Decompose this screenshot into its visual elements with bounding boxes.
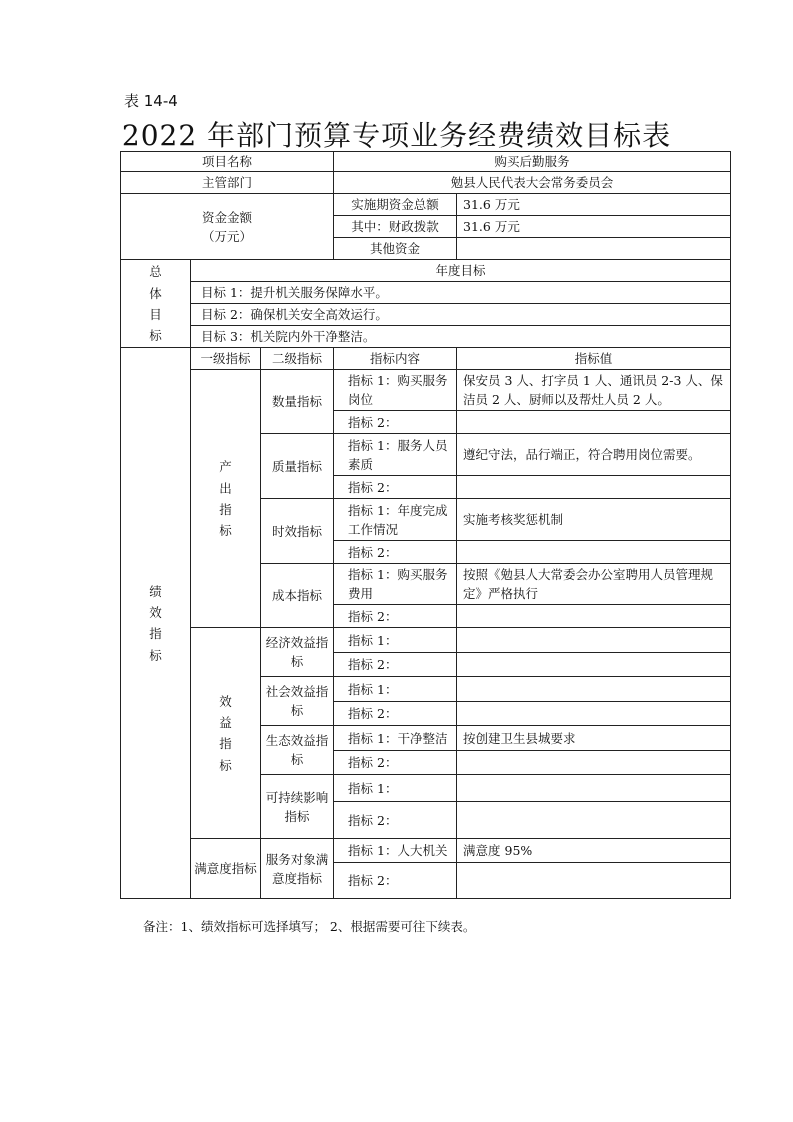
eco-benefit-label: 生态效益指标 [261,726,334,775]
overall-label-char: 标 [149,328,162,344]
service-target-satisfaction-label: 服务对象满意度指标 [261,839,334,899]
document-title: 2022 年部门预算专项业务经费绩效目标表 [121,119,672,152]
benefit-label-char: 益 [219,715,232,731]
funds-fiscal-value: 31.6 万元 [457,216,731,238]
indicator-value: 遵纪守法，品行端正，符合聘用岗位需要。 [457,434,731,476]
funds-other-label: 其他资金 [334,238,457,260]
indicator-content: 指标 2： [334,653,457,677]
perf-label-char: 效 [149,605,162,621]
indicator-content: 指标 1：干净整洁 [334,726,457,751]
indicator-value [457,863,731,899]
funds-total-value: 31.6 万元 [457,194,731,216]
quantity-indicator-label: 数量指标 [261,370,334,434]
indicator-content: 指标 1：年度完成工作情况 [334,499,457,541]
indicator-value [457,476,731,499]
output-label-char: 产 [219,459,232,475]
row-satisfaction-ind1 [121,839,731,863]
indicator-value [457,775,731,802]
funds-label-line2: （万元） [202,228,253,244]
benefit-label-char: 效 [219,693,232,709]
satisfaction-indicator-label: 满意度指标 [191,839,261,899]
col-header-level1: 一级指标 [191,348,261,370]
funds-other-value [457,238,731,260]
col-header-level2: 二级指标 [261,348,334,370]
footnote: 备注：1、绩效指标可选择填写； 2、根据需要可往下续表。 [143,919,476,934]
indicator-content: 指标 1：服务人员素质 [334,434,457,476]
row-project-name [121,152,731,172]
timeliness-indicator-label: 时效指标 [261,499,334,564]
indicator-content: 指标 2： [334,605,457,628]
indicator-value: 保安员 3 人、打字员 1 人、通讯员 2-3 人、保洁员 2 人、厨师以及帮灶人员 2 人。 [457,370,731,411]
indicator-value [457,605,731,628]
funds-label [121,194,334,260]
perf-label-char: 指 [149,626,162,642]
row-indicator-header [121,348,731,370]
indicator-value: 按照《勉县人大常委会办公室聘用人员管理规定》严格执行 [457,564,731,605]
indicator-value [457,411,731,434]
indicator-content: 指标 1：购买服务岗位 [334,370,457,411]
funds-label-line1: 资金金额 [202,209,253,225]
output-indicator-label [191,370,261,628]
row-goal [121,326,731,348]
indicator-value: 满意度 95% [457,839,731,863]
col-header-value: 指标值 [457,348,731,370]
annual-goal-header: 年度目标 [191,260,731,282]
project-name-label: 项目名称 [121,152,334,172]
overall-label-char: 总 [149,264,162,280]
output-label-char: 标 [219,523,232,539]
row-funds-total [121,194,731,216]
overall-label-char: 目 [149,306,162,322]
economic-benefit-label: 经济效益指标 [261,628,334,677]
col-header-content: 指标内容 [334,348,457,370]
row-goal [121,282,731,304]
performance-indicator-label [121,348,191,899]
row-goal [121,304,731,326]
indicator-value [457,751,731,775]
indicator-value [457,702,731,726]
row-quantity-ind1 [121,370,731,411]
table-number-label: 表 14-4 [124,92,178,110]
overall-label-char: 体 [149,285,162,301]
indicator-value [457,541,731,564]
funds-total-label: 实施期资金总额 [334,194,457,216]
indicator-value: 按创建卫生县城要求 [457,726,731,751]
indicator-content: 指标 2： [334,476,457,499]
indicator-value [457,802,731,839]
output-label-char: 出 [219,480,232,496]
annual-goal-item: 目标 1：提升机关服务保障水平。 [191,282,731,304]
indicator-content: 指标 1：人大机关 [334,839,457,863]
row-department [121,172,731,194]
indicator-content: 指标 2： [334,541,457,564]
sustainability-label: 可持续影响指标 [261,775,334,839]
indicator-value [457,628,731,653]
annual-goal-item: 目标 3：机关院内外干净整洁。 [191,326,731,348]
indicator-content: 指标 1： [334,677,457,702]
benefit-label-char: 标 [219,757,232,773]
annual-goal-item: 目标 2：确保机关安全高效运行。 [191,304,731,326]
output-label-char: 指 [219,501,232,517]
indicator-content: 指标 1： [334,775,457,802]
row-economic-ind1 [121,628,731,653]
indicator-content: 指标 1：购买服务费用 [334,564,457,605]
perf-label-char: 标 [149,647,162,663]
indicator-content: 指标 2： [334,702,457,726]
perf-label-char: 绩 [149,583,162,599]
indicator-content: 指标 2： [334,863,457,899]
indicator-value [457,653,731,677]
performance-goal-table [120,151,731,899]
benefit-label-char: 指 [219,736,232,752]
overall-goal-label [121,260,191,348]
social-benefit-label: 社会效益指标 [261,677,334,726]
indicator-content: 指标 2： [334,802,457,839]
funds-fiscal-label: 其中：财政拨款 [334,216,457,238]
indicator-value: 实施考核奖惩机制 [457,499,731,541]
cost-indicator-label: 成本指标 [261,564,334,628]
department-value: 勉县人民代表大会常务委员会 [334,172,731,194]
quality-indicator-label: 质量指标 [261,434,334,499]
indicator-content: 指标 2： [334,411,457,434]
indicator-value [457,677,731,702]
benefit-indicator-label [191,628,261,839]
indicator-content: 指标 1： [334,628,457,653]
project-name-value: 购买后勤服务 [334,152,731,172]
indicator-content: 指标 2： [334,751,457,775]
department-label: 主管部门 [121,172,334,194]
row-annual-goal-header [121,260,731,282]
